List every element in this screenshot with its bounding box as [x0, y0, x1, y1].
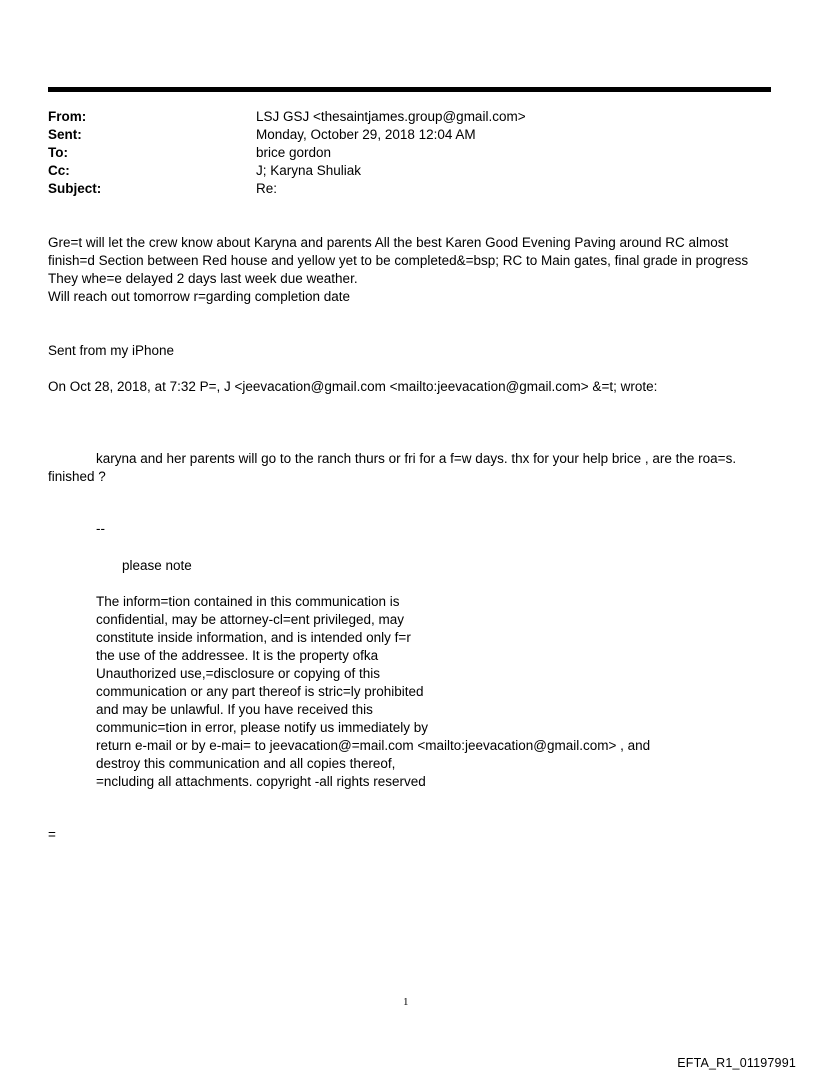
disclaimer-line: communication or any part thereof is stric=ly prohibited: [96, 684, 424, 699]
sent-label: Sent:: [48, 127, 82, 142]
cc-label: Cc:: [48, 163, 70, 178]
page-number: 1: [403, 996, 409, 1008]
disclaimer-line: and may be unlawful. If you have received this: [96, 702, 373, 717]
disclaimer-line: return e-mail or by e-mai= to jeevacation@=mail.com <mailto:jeevacation@gmail.com> , and: [96, 738, 651, 753]
body-line: finish=d Section between Red house and yellow yet to be completed&=bsp; RC to Main gates, final grade in progress: [48, 253, 749, 268]
body-line: They whe=e delayed 2 days last week due weather.: [48, 271, 358, 286]
disclaimer-line: confidential, may be attorney-cl=ent privileged, may: [96, 612, 405, 627]
separator-dashes: --: [96, 521, 105, 536]
subject-value: Re:: [256, 181, 278, 196]
to-label: To:: [48, 145, 68, 160]
please-note: please note: [122, 558, 192, 573]
subject-label: Subject:: [48, 181, 102, 196]
to-value: brice gordon: [256, 145, 332, 160]
quote-header: On Oct 28, 2018, at 7:32 P=, J <jeevacation@gmail.com <mailto:jeevacation@gmail.com> &=t; wrote:: [48, 379, 658, 394]
trailing-marker: =: [48, 827, 56, 842]
disclaimer-line: destroy this communication and all copies thereof,: [96, 756, 396, 771]
signature: Sent from my iPhone: [48, 343, 175, 358]
from-label: From:: [48, 109, 87, 124]
disclaimer-line: Unauthorized use,=disclosure or copying of this: [96, 666, 381, 681]
disclaimer-line: =ncluding all attachments. copyright -all rights reserved: [96, 774, 426, 789]
header-divider: [48, 87, 771, 92]
quoted-line: karyna and her parents will go to the ranch thurs or fri for a f=w days. thx for your help brice , are the roa=s.: [96, 451, 737, 466]
disclaimer-line: constitute inside information, and is intended only f=r: [96, 630, 411, 645]
quoted-line: finished ?: [48, 469, 106, 484]
document-id: EFTA_R1_01197991: [677, 1056, 796, 1070]
from-value: LSJ GSJ <thesaintjames.group@gmail.com>: [256, 109, 526, 124]
body-line: Will reach out tomorrow r=garding completion date: [48, 289, 351, 304]
sent-value: Monday, October 29, 2018 12:04 AM: [256, 127, 476, 142]
cc-value: J; Karyna Shuliak: [256, 163, 362, 178]
disclaimer-line: the use of the addressee. It is the property ofka: [96, 648, 379, 663]
disclaimer-line: communic=tion in error, please notify us immediately by: [96, 720, 429, 735]
body-line: Gre=t will let the crew know about Karyna and parents All the best Karen Good Evening Paving around RC almost: [48, 235, 729, 250]
disclaimer-line: The inform=tion contained in this communication is: [96, 594, 400, 609]
